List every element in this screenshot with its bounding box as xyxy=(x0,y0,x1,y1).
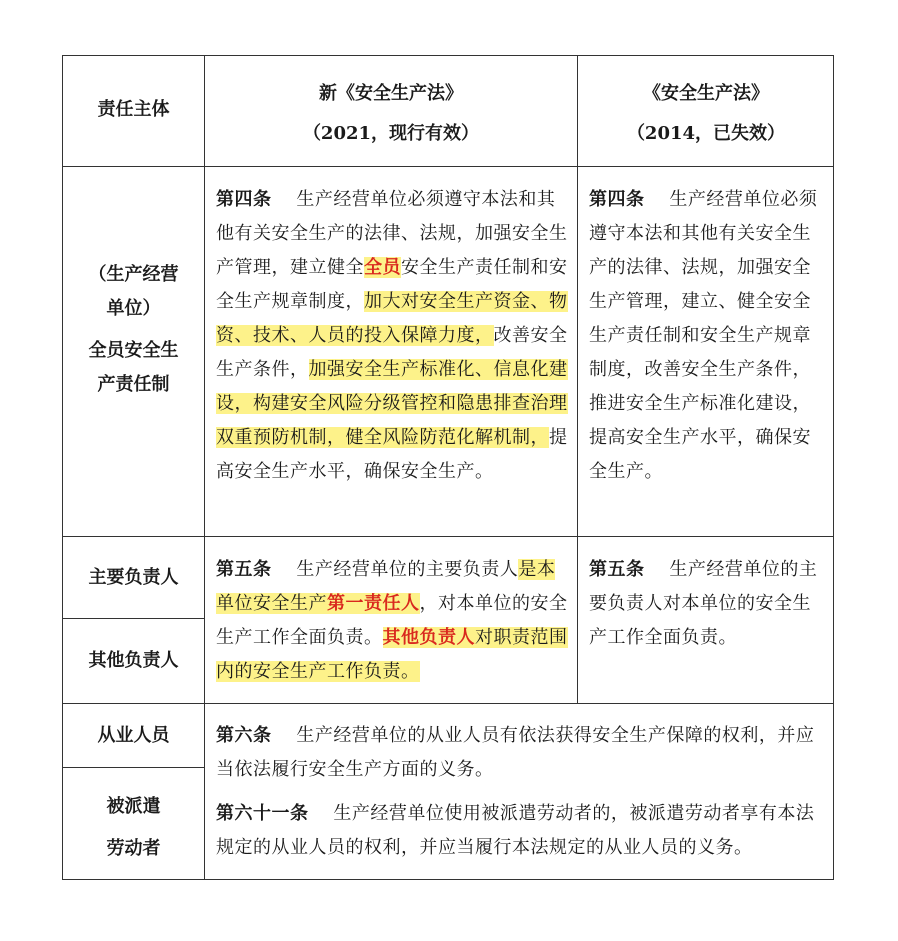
row2-new-law-text xyxy=(216,553,570,689)
row-divider-row2 xyxy=(63,703,834,704)
row3-subject-workers: 从业人员 xyxy=(97,725,170,746)
row3-article61-label: 第六十一条 xyxy=(216,803,309,824)
row1-old-law-text xyxy=(589,183,827,489)
header-new-law-sub: （2021，现行有效） xyxy=(302,123,480,144)
row3-article6 xyxy=(216,719,828,787)
row1-subject-line2: 单位） xyxy=(106,298,161,319)
row2-subject-other: 其他负责人 xyxy=(88,650,179,671)
row1-subject xyxy=(63,258,204,402)
row2-new-red2: 其他负责人 xyxy=(382,627,475,648)
row-divider-main-other xyxy=(63,618,204,619)
row2-new-red1: 第一责任人 xyxy=(327,593,420,614)
row3-subject-dispatched-line1: 被派遣 xyxy=(106,796,161,817)
row2-new-hl1: 是本单位安全生产 xyxy=(216,559,556,614)
row1-subject-line3: 全员安全生 xyxy=(88,340,179,361)
row2-subject-main: 主要负责人 xyxy=(88,567,179,588)
row-divider-row1 xyxy=(63,536,834,537)
row2-old-article: 第五条 xyxy=(589,559,645,580)
row3-article6-body: 生产经营单位的从业人员有依法获得安全生产保障的权利，并应当依法履行安全生产方面的义务。 xyxy=(216,725,815,780)
row3-article61 xyxy=(216,797,828,865)
header-subject: 责任主体 xyxy=(97,99,170,120)
row1-new-p1: 生产经营单位必须遵守本法和其他有关安全生产的法律、法规，加强安全生产管理，建立健全 xyxy=(216,189,568,278)
header-new-law-title: 新《安全生产法》 xyxy=(319,83,463,104)
row1-new-hl1: 全员 xyxy=(364,257,401,278)
row-divider-header xyxy=(63,166,834,167)
row1-new-law-text xyxy=(216,183,570,489)
row1-old-article: 第四条 xyxy=(589,189,645,210)
header-new-law xyxy=(205,74,577,154)
row1-subject-line1: （生产经营 xyxy=(88,264,179,285)
row3-subject-dispatched xyxy=(63,786,204,870)
row2-old-body: 生产经营单位的主要负责人对本单位的安全生产工作全面负责。 xyxy=(589,559,818,648)
comparison-table xyxy=(62,55,834,880)
row1-new-p2: 安全生产责任制和安全生产规章制度， xyxy=(216,257,568,312)
row1-subject-line4: 产责任制 xyxy=(97,374,170,395)
header-old-law-title: 《安全生产法》 xyxy=(643,83,769,104)
row-divider-workers xyxy=(63,767,204,768)
row2-new-p2: ，对本单位的安全生产工作全面负责。 xyxy=(216,593,568,648)
header-old-law-sub: （2014，已失效） xyxy=(626,123,786,144)
header-old-law xyxy=(578,74,834,154)
row1-new-p3: 改善安全生产条件， xyxy=(216,325,568,380)
row3-article61-body: 生产经营单位使用被派遣劳动者的，被派遣劳动者享有本法规定的从业人员的权利，并应当履行本法规定的从业人员的义务。 xyxy=(216,803,815,858)
row1-new-hl2: 加大对安全生产资金、物资、技术、人员的投入保障力度， xyxy=(216,291,568,346)
row3-subject-dispatched-line2: 劳动者 xyxy=(106,838,161,859)
row1-new-hl3: 加强安全生产标准化、信息化建设，构建安全风险分级管控和隐患排查治理双重预防机制，健全风险防范化解机制， xyxy=(216,359,568,448)
col-divider-1 xyxy=(204,56,205,880)
row2-new-article: 第五条 xyxy=(216,559,272,580)
row3-article6-label: 第六条 xyxy=(216,725,272,746)
row2-old-law-text xyxy=(589,553,827,655)
row1-new-p4: 提高安全生产水平，确保安全生产。 xyxy=(216,427,568,482)
row2-new-p1: 生产经营单位的主要负责人 xyxy=(296,559,519,580)
row1-old-body: 生产经营单位必须遵守本法和其他有关安全生产的法律、法规，加强安全生产管理，建立、健全安全生产责任制和安全生产规章制度，改善安全生产条件，推进安全生产标准化建设，提高安全生产水平，确保安全生产。 xyxy=(589,189,818,482)
row1-new-article: 第四条 xyxy=(216,189,272,210)
row2-new-hl2: 对职责范围内的安全生产工作负责。 xyxy=(216,627,568,682)
